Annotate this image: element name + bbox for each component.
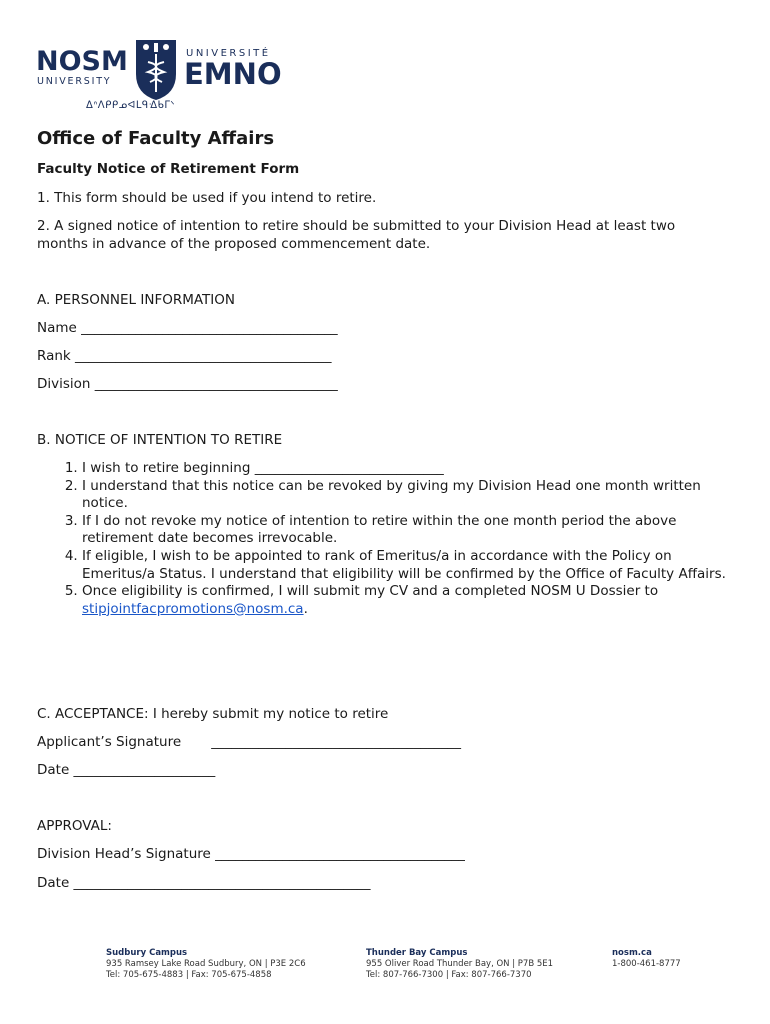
rank-field[interactable]: Rank ______________________________________ xyxy=(37,348,332,364)
applicant-signature-field[interactable]: Applicant’s Signature _____________________________________ xyxy=(37,734,461,750)
approval-heading: APPROVAL: xyxy=(37,818,112,834)
list-item xyxy=(82,583,742,618)
list-item: 3. If I do not revoke my notice of intention to retire within the one month period the above retirement date becomes irrevocable. xyxy=(82,513,742,548)
email-suffix: . xyxy=(303,600,308,617)
footer-sudbury xyxy=(106,948,306,981)
footer-sudbury-phone: Tel: 705-675-4883 | Fax: 705-675-4858 xyxy=(106,970,272,980)
list-item[interactable]: 1. I wish to retire beginning ____________________________ xyxy=(82,460,742,478)
footer-sudbury-title: Sudbury Campus xyxy=(106,948,188,958)
list-item: 4. If eligible, I wish to be appointed to rank of Emeritus/a in accordance with the Policy on Emeritus/a Status. I understand that eligibility will be confirmed by the Office of Faculty Affairs. xyxy=(82,548,742,583)
flower-icon xyxy=(143,44,149,50)
footer-tbay-phone: Tel: 807-766-7300 | Fax: 807-766-7370 xyxy=(366,970,532,980)
logo-emno: EMNO xyxy=(184,57,282,91)
cross-icon xyxy=(154,43,158,52)
list-item: 2. I understand that this notice can be revoked by giving my Division Head one month written notice. xyxy=(82,478,742,513)
name-field[interactable]: Name ______________________________________ xyxy=(37,320,338,336)
footer-tbay-title: Thunder Bay Campus xyxy=(366,948,468,958)
office-title: Office of Faculty Affairs xyxy=(37,128,275,149)
footer-thunder-bay xyxy=(366,948,553,981)
intro-paragraph-1: 1. This form should be used if you intend to retire. xyxy=(37,190,377,206)
intention-list xyxy=(37,460,742,618)
division-head-signature-field[interactable]: Division Head’s Signature _____________________________________ xyxy=(37,846,465,862)
logo-syllabics: ᐃᐢᐱᑭᑭᓄᐊᒪᑫᐎᑲᒥᐠ xyxy=(86,100,176,111)
flower-icon xyxy=(163,44,169,50)
footer-tbay-address: 955 Oliver Road Thunder Bay, ON | P7B 5E1 xyxy=(366,959,554,969)
applicant-date-field[interactable]: Date _____________________ xyxy=(37,762,216,778)
list-item-text: Once eligibility is confirmed, I will submit my CV and a completed NOSM U Dossier to xyxy=(82,583,659,600)
email-link[interactable]: stipjointfacpromotions@nosm.ca xyxy=(82,600,304,617)
footer-sudbury-address: 935 Ramsey Lake Road Sudbury, ON | P3E 2C6 xyxy=(106,959,306,969)
intro-paragraph-2: 2. A signed notice of intention to retire should be submitted to your Division Head at least two months in advance of the proposed commencement date. xyxy=(37,218,676,252)
footer-contact xyxy=(612,948,681,970)
section-a-heading: A. PERSONNEL INFORMATION xyxy=(37,292,236,308)
logo-university: UNIVERSITY xyxy=(37,76,112,87)
division-field[interactable]: Division ____________________________________ xyxy=(37,376,338,392)
logo-universite: UNIVERSITÉ xyxy=(186,48,271,59)
form-title: Faculty Notice of Retirement Form xyxy=(37,161,300,177)
approval-date-field[interactable]: Date ____________________________________________ xyxy=(37,875,371,891)
section-c-heading: C. ACCEPTANCE: I hereby submit my notice to retire xyxy=(37,706,389,722)
section-b-heading: B. NOTICE OF INTENTION TO RETIRE xyxy=(37,432,283,448)
logo-nosm: NOSM xyxy=(36,46,128,77)
footer-web: nosm.ca xyxy=(612,948,652,958)
footer-tollfree: 1-800-461-8777 xyxy=(612,959,681,969)
